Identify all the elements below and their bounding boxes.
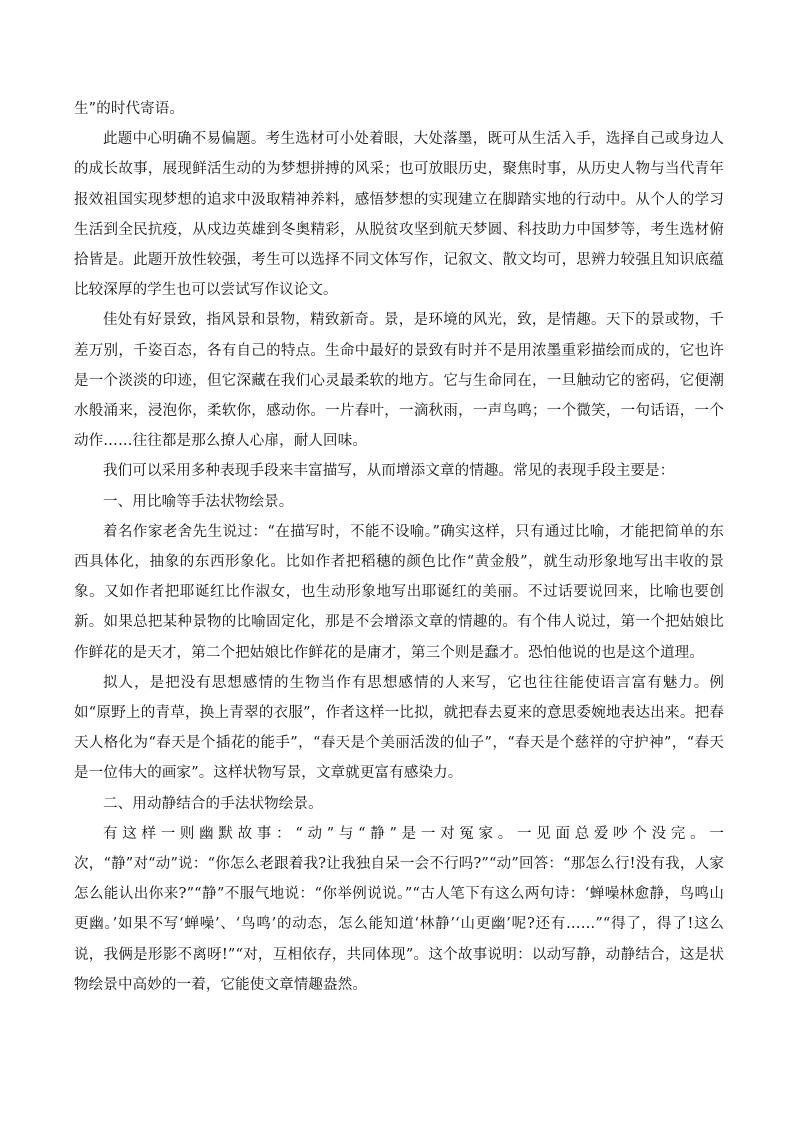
paragraph-personification: 拟人，是把没有思想感情的生物当作有思想感情的人来写，它也往往能使语言富有魅力。例如“原野上的青草，换上青翠的衣服”，作者这样一比拟，就把春去夏来的意思委婉地表达出来。把春天人格化为“春天是个插花的能手”，“春天是个美丽活泼的仙子”，“春天是个慈祥的守护神”，“春天是一位伟大的画家”。这样状物写景，文章就更富有感染力。 <box>74 674 724 782</box>
document-body <box>74 94 724 1000</box>
section-heading-motion-stillness: 二、用动静结合的手法状物绘景。 <box>103 795 323 812</box>
paragraph-topic-analysis: 此题中心明确不易偏题。考生选材可小处着眼，大处落墨，既可从生活入手，选择自己或身边人的成长故事，展现鲜活生动的为梦想拼搏的风采；也可放眼历史，聚焦时事，从历史人物与当代青年报效祖国实现梦想的追求中汲取精神养料，感悟梦想的实现建立在脚踏实地的行动中。从个人的学习生活到全民抗疫，从戍边英雄到冬奥精彩，从脱贫攻坚到航天梦圆、科技助力中国梦等，考生选材俯拾皆是。此题开放性较强，考生可以选择不同文体写作，记叙文、散文均可，思辨力较强且知识底蕴比较深厚的学生也可以尝试写作议论文。 <box>74 131 724 299</box>
paragraph-intro-fragment: 生”的时代寄语。 <box>74 101 185 117</box>
paragraph-metaphor: 着名作家老舍先生说过：“在描写时，不能不设喻。”确实这样，只有通过比喻，才能把简单的东西具体化，抽象的东西形象化。比如作者把稻穗的颜色比作“黄金般”，就生动形象地写出丰收的景象。又如作者把耶诞红比作淑女，也生动形象地写出耶诞红的美丽。不过话要说回来，比喻也要创新。如果总把某种景物的比喻固定化，那是不会增添文章的情趣的。有个伟人说过，第一个把姑娘比作鲜花的是天才，第二个把姑娘比作鲜花的是庸才，第三个则是蠢才。恐怕他说的也是这个道理。 <box>74 523 724 661</box>
paragraph-scenery-definition: 佳处有好景致，指风景和景物，精致新奇。景，是环境的风光，致，是情趣。天下的景或物，千差万别，千姿百态，各有自己的特点。生命中最好的景致有时并不是用浓墨重彩描绘而成的，它也许是一个淡淡的印迹，但它深藏在我们心灵最柔软的地方。它与生命同在，一旦触动它的密码，它便潮水般涌来，浸泡你，柔软你，感动你。一片春叶，一滴秋雨，一声鸟鸣；一个微笑，一句话语，一个动作……往往都是那么撩人心扉，耐人回味。 <box>74 312 724 450</box>
paragraph-motion-stillness-story: 有这样一则幽默故事：“动”与“静”是一对冤家。一见面总爱吵个没完。一次，“静”对“动”说：“你怎么老跟着我?让我独自呆一会不行吗?”“动”回答：“那怎么行!没有我，人家怎么能认出你来?”“静”不服气地说：“你举例说说。”“古人笔下有这么两句诗：‘蝉噪林愈静，鸟鸣山更幽。’如果不写‘蝉噪’、‘鸟鸣’的动态，怎么能知道‘林静’‘山更幽’呢?还有……”“得了，得了!这么说，我俩是形影不离呀!”“对，互相依存，共同体现”。这个故事说明：以动写静，动静结合，这是状物绘景中高妙的一着，它能使文章情趣盎然。 <box>74 825 724 993</box>
section-heading-metaphor: 一、用比喻等手法状物绘景。 <box>103 493 294 510</box>
paragraph-techniques-intro: 我们可以采用多种表现手段来丰富描写，从而增添文章的情趣。常见的表现手段主要是： <box>103 463 675 480</box>
